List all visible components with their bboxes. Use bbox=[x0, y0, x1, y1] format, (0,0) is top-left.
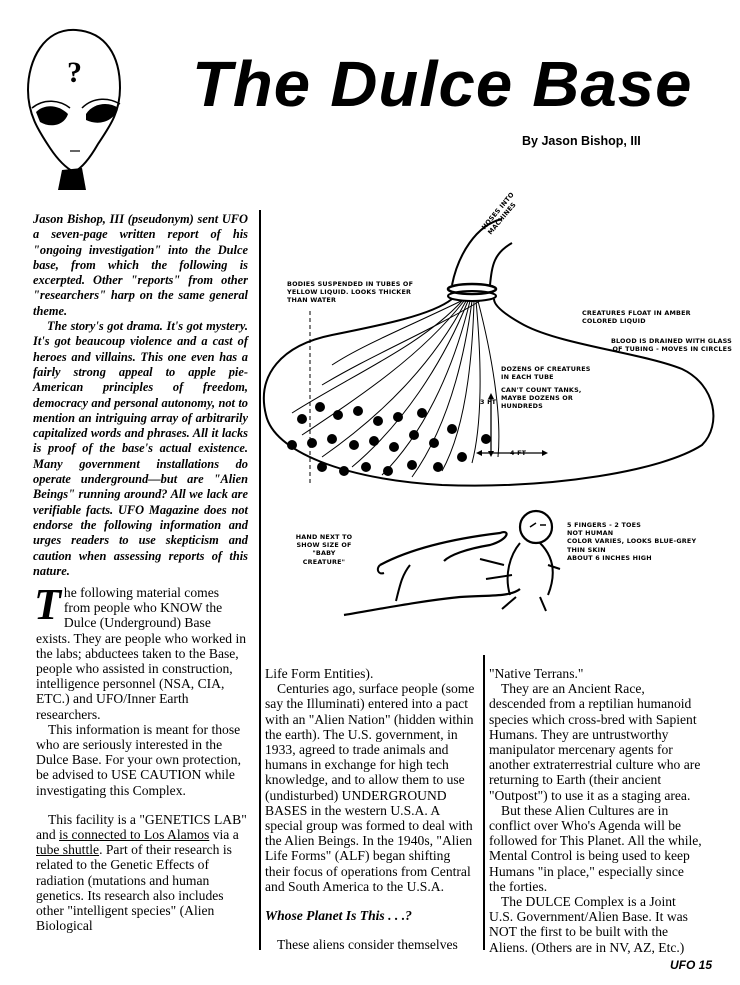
question-mark: ? bbox=[67, 56, 82, 89]
baby-head bbox=[520, 511, 552, 543]
article-paragraph: Life Form Entities). bbox=[265, 666, 374, 681]
article-column-1 bbox=[34, 580, 248, 934]
paragraph-text: via a bbox=[209, 827, 239, 843]
article-column-3 bbox=[489, 666, 703, 955]
article-title: The Dulce Base bbox=[192, 48, 693, 120]
tank-outline bbox=[264, 299, 714, 486]
label-creatures-float: CREATURES FLOAT IN AMBER COLORED LIQUID bbox=[582, 309, 691, 326]
underlined-text: tube shuttle bbox=[36, 842, 100, 858]
baby-desc-line: 5 FINGERS - 2 TOES bbox=[567, 521, 642, 529]
byline: By Jason Bishop, III bbox=[522, 134, 641, 148]
baby-desc-line: THIN SKIN bbox=[567, 545, 606, 554]
baby-creature-description bbox=[567, 521, 696, 562]
article-paragraph: They are an Ancient Race, descended from a reptilian humanoid species which cross-bred with Sapient Humans. They are untrustworthy manipulator mercenary agents for another extraterrestrial culture who are returning to Earth (their ancient "Outpost") to use it as a staging area. bbox=[489, 681, 701, 803]
section-subhead: Whose Planet Is This . . .? bbox=[265, 908, 412, 924]
paragraph-text: . Part of their research is related to the Genetic Effects of radiation (mutations and human genetics. Its research also includes other "intelligent species" (Alien Biological bbox=[36, 842, 232, 934]
baby-desc-line: NOT HUMAN bbox=[567, 529, 614, 538]
alien-head-question-mark-icon bbox=[14, 22, 134, 192]
editor-note-paragraph: Jason Bishop, III (pseudonym) sent UFO a seven-page written report of his "ongoing investigation" into the Dulce base, from which the following is excerpted. Other "reports" from other "researchers" harp on the same general theme. bbox=[33, 212, 248, 318]
editor-note bbox=[33, 212, 248, 579]
article-paragraph: But these Alien Cultures are in conflict over Who's Agenda will be followed for This Planet. All the while, Mental Control is being used to keep Humans "in place," especially since the forties. bbox=[489, 802, 702, 894]
editor-note-paragraph: The story's got drama. It's got mystery. It's got beaucoup violence and a cast of heroes and villains. This one even has a fairly strong appeal to apple pie-American principles of freedom, democracy and personal autonomy, not to mention an intriguing array of arbitrarily capitalized words and phrases. All it lacks is proof of the base's actual existence. Many government installations do operate underground—but are "Alien Beings" running around? All we lack are verifiable facts. UFO Magazine does not endorse the following information and urges readers to use skepticism and caution when assessing reports of this nature. bbox=[33, 319, 248, 578]
hand-with-baby-creature-diagram bbox=[340, 505, 580, 625]
label-cant-count: CAN'T COUNT TANKS, MAYBE DOZENS OR HUNDREDS bbox=[501, 386, 582, 411]
article-column-2 bbox=[265, 666, 477, 952]
article-paragraph bbox=[36, 812, 248, 934]
article-paragraph: The DULCE Complex is a Joint U.S. Government/Alien Base. It was NOT the first to be built with the Aliens. (Others are in NV, AZ, Etc.) bbox=[489, 894, 688, 955]
label-dozens-creatures: DOZENS OF CREATURES IN EACH TUBE bbox=[501, 365, 591, 382]
label-hand-size: HAND NEXT TO SHOW SIZE OF "BABY CREATURE" bbox=[295, 533, 353, 566]
baby-desc-line: ABOUT 6 INCHES HIGH bbox=[567, 553, 652, 562]
article-paragraph: "Native Terrans." bbox=[489, 666, 584, 681]
article-paragraph: Centuries ago, surface people (some say the Illuminati) entered into a pact with an "Alien Nation" (hidden within the earth). The U.S. government, in 1933, agreed to trade animals and humans in exchange for high tech knowledge, and to allow them to use (undisturbed) UNDERGROUND BASES in the western U.S.A. A special group was formed to deal with the Alien Beings. In the 1940s, "Alien Life Forms" (ALF) began shifting their focus of operations from Central and South America to the U.S.A. bbox=[265, 681, 475, 894]
label-blood-drained: BLOOD IS DRAINED WITH GLASS OF TUBING - MOVES IN CIRCLES bbox=[610, 337, 732, 354]
article-paragraph bbox=[34, 580, 248, 722]
hose-right bbox=[490, 243, 512, 285]
paragraph-text: This facility is a "GENETICS LAB" and bbox=[36, 811, 247, 843]
tank-neck-ring bbox=[448, 291, 496, 301]
label-width: 4 FT bbox=[510, 449, 527, 457]
drop-cap: T bbox=[34, 580, 61, 629]
label-height: 3 FT bbox=[480, 398, 497, 406]
baby-desc-line: COLOR VARIES, LOOKS BLUE-GREY bbox=[567, 537, 697, 546]
creature-figures bbox=[287, 402, 491, 476]
article-paragraph: These aliens consider themselves bbox=[277, 937, 458, 953]
label-suspended-bodies: BODIES SUSPENDED IN TUBES OF YELLOW LIQUID. LOOKS THICKER THAN WATER bbox=[287, 280, 414, 305]
column-rule-right bbox=[483, 655, 485, 950]
label-hoses: HOSES INTO MACHINES bbox=[480, 190, 518, 237]
baby-body bbox=[480, 543, 560, 611]
paragraph-text: he following material comes from people who KNOW the Dulce (Underground) Base exists. They are people who worked in the labs; abductees taken to the Base, people who assisted in construction, intelligence personnel (NSA, CIA, ETC.) and UFO/Inner Earth researchers. bbox=[36, 585, 247, 722]
column-rule-left bbox=[259, 210, 261, 950]
page-folio: UFO 15 bbox=[670, 958, 713, 972]
underlined-text: is connected to Los Alamos bbox=[59, 827, 210, 843]
article-paragraph: This information is meant for those who are seriously interested in the Dulce Base. For your own protection, be advised to USE CAUTION while investigating this Complex. bbox=[36, 721, 241, 798]
